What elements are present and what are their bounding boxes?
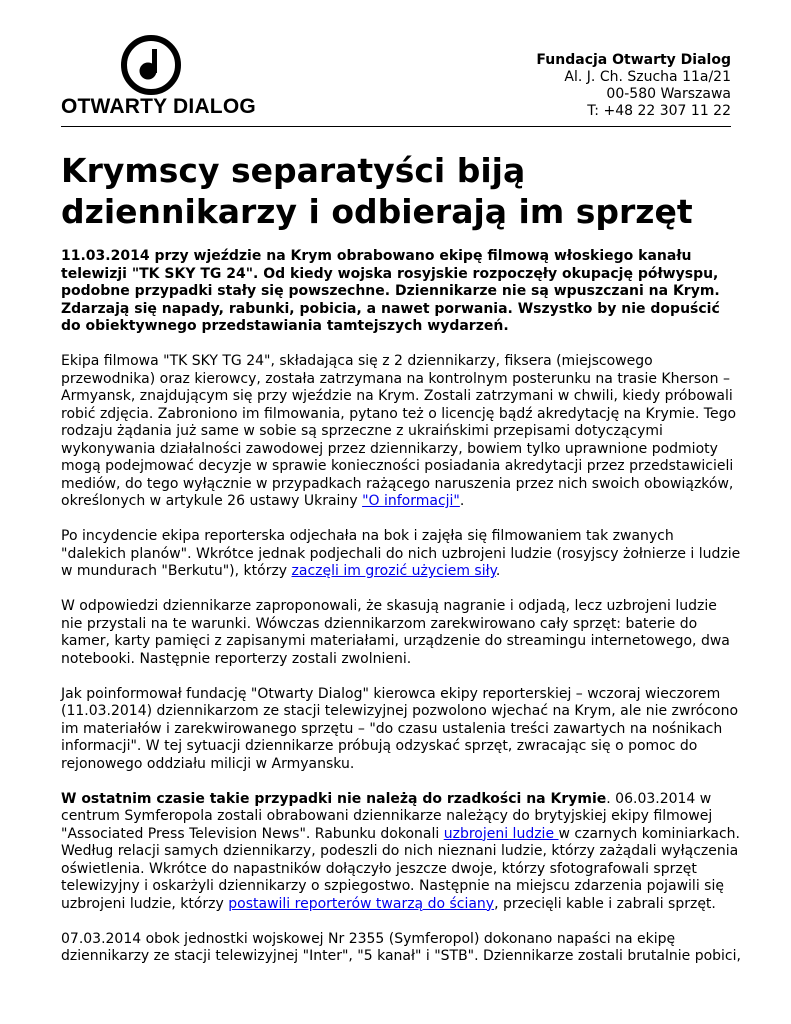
paragraph-2-text: Po incydencie ekipa reporterska odjechała na bok i zajęła się filmowaniem tak zwanych "dalekich planów". Wkrótce jednak podjechali do nich uzbrojeni ludzie (rosyjscy żołnierze i ludzie w mundurach "Berkutu"), którzy (61, 528, 741, 579)
paragraph-2 (61, 528, 741, 581)
paragraph-3: W odpowiedzi dziennikarze zaproponowali, że skasują nagranie i odjadą, lecz uzbrojeni ludzie nie przystali na te warunki. Wówczas dziennikarzom zarekwirowano cały sprzęt: baterie do kamer, karty pamięci z zapisanymi materiałami, urządzenie do streamingu internetowego, dwa notebooki. Następnie reporterzy zostali zwolnieni. (61, 598, 730, 667)
logo (61, 35, 256, 120)
paragraph-5-text-3: , przecięli kable i zabrali sprzęt. (494, 895, 716, 912)
paragraph-6: 07.03.2014 obok jednostki wojskowej Nr 2355 (Symferopol) dokonano napaści na ekipę dziennikarzy ze stacji telewizyjnej "Inter", "5 kanał" i "STB". Dziennikarze zostali brutalnie pobici, (61, 930, 741, 964)
org-name: Fundacja Otwarty Dialog (536, 52, 731, 68)
address-line-1: Al. J. Ch. Szucha 11a/21 (564, 69, 731, 85)
paragraph-5-text-1: . 06.03.2014 w centrum Symferopola zostali obrabowani dziennikarze należący do brytyjskiej ekipy filmowej "Associated Press Television News". Rabunku dokonali (61, 790, 713, 842)
header-divider (61, 126, 731, 127)
threat-link[interactable]: zaczęli im grozić użyciem siły (291, 563, 496, 579)
otwarty-dialog-logo-icon (121, 35, 181, 95)
armed-people-link[interactable]: uzbrojeni ludzie (443, 825, 559, 842)
logo-text: OTWARTY DIALOG (61, 95, 256, 118)
face-to-wall-link[interactable]: postawili reporterów twarzą do ściany (228, 895, 495, 912)
article-body (61, 248, 741, 983)
paragraph-1-end: . (459, 493, 465, 509)
address-line-2: 00-580 Warszawa (606, 86, 731, 102)
phone: T: +48 22 307 11 22 (587, 103, 731, 119)
contact-block (536, 52, 731, 120)
paragraph-1-text: Ekipa filmowa "TK SKY TG 24", składająca się z 2 dziennikarzy, fiksera (miejscowego przewodnika) oraz kierowcy, została zatrzymana na kontrolnym posterunku na trasie Kherson – Armyansk, znajdującym się przy wjeździe na Krym. Zostali zatrzymani w chwili, kiedy próbowali robić zdjęcia. Zabroniono im filmowania, pytano też o licencję bądź akredytację na Krymie. Tego rodzaju żądania już same w sobie są sprzeczne z ukraińskimi przepisami dotyczącymi wykonywania działalności zawodowej przez dziennikarzy, bowiem tylko uprawnione podmioty mogą podejmować decyzje w sprawie konieczności posiadania akredytacji przez przedstawicieli mediów, do tego wyłącznie w przypadkach rażącego naruszenia przez nich swoich obowiązków, określonych w artykule 26 ustawy Ukrainy (61, 353, 737, 509)
paragraph-5-text-2: w czarnych kominiarkach. Według relacji samych dziennikarzy, podeszli do nich nieznani ludzie, którzy zażądali wyłączenia oświetlenia. Wkrótce do napastników dołączyło jeszcze dwoje, którzy sfotografowali sprzęt telewizyjny i oskarżyli dziennikarzy o szpiegostwo. Następnie na miejscu zdarzenia pojawili się uzbrojeni ludzie, którzy (61, 825, 740, 912)
article-title: Krymscy separatyści biją dziennikarzy i odbierają im sprzęt (61, 151, 693, 231)
lead-paragraph: 11.03.2014 przy wjeździe na Krym obrabowano ekipę filmową włoskiego kanału telewizji "TK SKY TG 24". Od kiedy wojska rosyjskie rozpoczęły okupację półwyspu, podobne przypadki stały się powszechne. Dziennikarze nie są wpuszczani na Krym. Zdarzają się napady, rabunki, pobicia, a nawet porwania. Wszystko by nie dopuścić do obiektywnego przedstawiania tamtejszych wydarzeń. (61, 248, 720, 334)
paragraph-2-end: . (495, 563, 501, 579)
o-informacji-link[interactable]: "O informacji" (362, 493, 460, 509)
paragraph-4: Jak poinformował fundację "Otwarty Dialog" kierowca ekipy reporterskiej – wczoraj wieczorem (11.03.2014) dziennikarzom ze stacji telewizyjnej pozwolono wjechać na Krym, ale nie zwrócono im materiałów i zarekwirowanego sprzętu – "do czasu ustalenia treści zawartych na nośnikach informacji". W tej sytuacji dziennikarze próbują odzyskać sprzęt, zwracając się o pomoc do rejonowego oddziału milicji w Armyansku. (61, 685, 739, 772)
paragraph-1 (61, 353, 741, 511)
paragraph-5-bold: W ostatnim czasie takie przypadki nie należą do rzadkości na Krymie (61, 790, 607, 807)
paragraph-5 (61, 791, 741, 914)
